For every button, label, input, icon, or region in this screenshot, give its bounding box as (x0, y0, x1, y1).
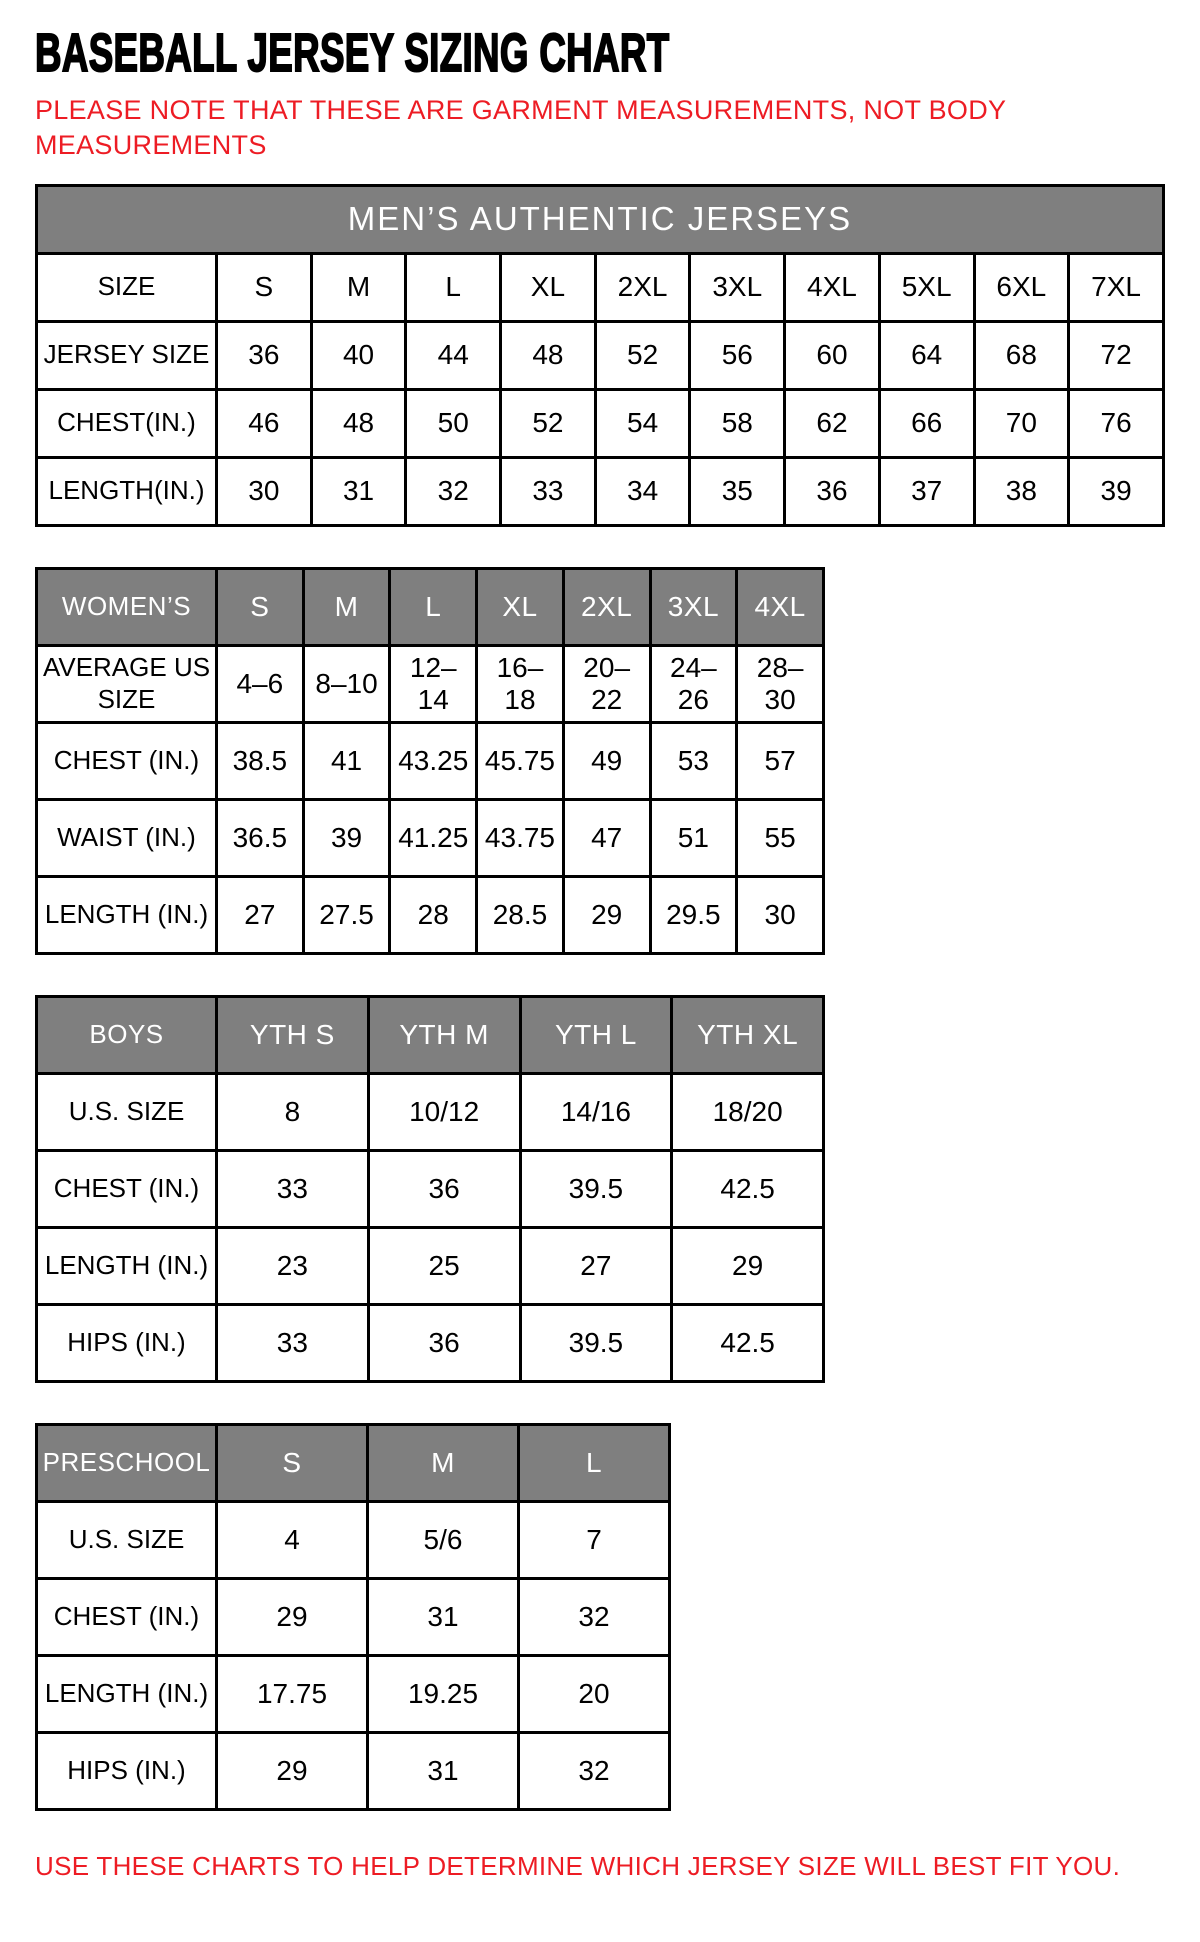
table-row (37, 1655, 670, 1732)
row-label: LENGTH (IN.) (37, 876, 217, 953)
table-cell: 38 (974, 457, 1069, 525)
table-row (37, 1150, 824, 1227)
table-cell: 36.5 (217, 799, 304, 876)
table-cell: 43.75 (477, 799, 564, 876)
table-cell: 48 (501, 321, 596, 389)
table-title-bar: MEN’S AUTHENTIC JERSEYS (37, 185, 1164, 253)
table-cell: 29 (672, 1227, 824, 1304)
table-row (37, 722, 824, 799)
table-cell: 20–22 (563, 645, 650, 722)
row-label: WAIST (IN.) (37, 799, 217, 876)
table-row (37, 1578, 670, 1655)
table-cell: 16–18 (477, 645, 564, 722)
table-cell: 48 (311, 389, 406, 457)
table-cell: 55 (737, 799, 824, 876)
table-cell: 66 (879, 389, 974, 457)
row-label: WOMEN’S (37, 568, 217, 645)
table-cell: 28 (390, 876, 477, 953)
table-cell: 5/6 (368, 1501, 519, 1578)
table-cell: 28–30 (737, 645, 824, 722)
table-cell: 31 (311, 457, 406, 525)
table-cell: 7 (519, 1501, 670, 1578)
table-cell: 27 (217, 876, 304, 953)
table-row (37, 321, 1164, 389)
table-cell: 41 (303, 722, 390, 799)
table-cell: 52 (501, 389, 596, 457)
table-cell: 29 (563, 876, 650, 953)
table-cell: 56 (690, 321, 785, 389)
table-cell: 39.5 (520, 1304, 672, 1381)
table-cell: 19.25 (368, 1655, 519, 1732)
table-cell: 36 (368, 1304, 520, 1381)
column-header: L (406, 253, 501, 321)
table-cell: 42.5 (672, 1304, 824, 1381)
table-cell: 25 (368, 1227, 520, 1304)
table-cell: 40 (311, 321, 406, 389)
table-cell: 10/12 (368, 1073, 520, 1150)
table-cell: 62 (785, 389, 880, 457)
table-cell: 4 (217, 1501, 368, 1578)
table-cell: 60 (785, 321, 880, 389)
row-label: CHEST (IN.) (37, 1150, 217, 1227)
column-header: M (368, 1424, 519, 1501)
page-title: BASEBALL JERSEY SIZING CHART (35, 23, 670, 83)
row-label: CHEST(IN.) (37, 389, 217, 457)
column-header: 4XL (785, 253, 880, 321)
table-cell: 76 (1069, 389, 1164, 457)
column-header: L (390, 568, 477, 645)
table-cell: 36 (217, 321, 312, 389)
table-cell: 52 (595, 321, 690, 389)
table-cell: 30 (217, 457, 312, 525)
column-header: S (217, 568, 304, 645)
table-cell: 44 (406, 321, 501, 389)
row-label: U.S. SIZE (37, 1501, 217, 1578)
table-cell: 33 (217, 1150, 369, 1227)
column-header: 4XL (737, 568, 824, 645)
row-label: PRESCHOOL (37, 1424, 217, 1501)
table-row (37, 799, 824, 876)
table-cell: 45.75 (477, 722, 564, 799)
table-cell: 36 (785, 457, 880, 525)
table-row (37, 1304, 824, 1381)
column-header: S (217, 253, 312, 321)
table-cell: 33 (217, 1304, 369, 1381)
table-row (37, 1501, 670, 1578)
column-header: XL (477, 568, 564, 645)
table-cell: 58 (690, 389, 785, 457)
column-header: 5XL (879, 253, 974, 321)
table-cell: 39 (1069, 457, 1164, 525)
table-cell: 53 (650, 722, 737, 799)
row-label: LENGTH (IN.) (37, 1655, 217, 1732)
garment-note-line-1: PLEASE NOTE THAT THESE ARE GARMENT MEASUREMENTS, NOT BODY (35, 95, 1007, 126)
table-cell: 28.5 (477, 876, 564, 953)
boys-size-table (35, 995, 1165, 1383)
table-cell: 42.5 (672, 1150, 824, 1227)
footer-note: USE THESE CHARTS TO HELP DETERMINE WHICH JERSEY SIZE WILL BEST FIT YOU. (35, 1850, 1121, 1881)
table-cell: 23 (217, 1227, 369, 1304)
table-cell: 12–14 (390, 645, 477, 722)
column-header: YTH M (368, 996, 520, 1073)
table-cell: 54 (595, 389, 690, 457)
table-cell: 35 (690, 457, 785, 525)
table-cell: 41.25 (390, 799, 477, 876)
table-cell: 36 (368, 1150, 520, 1227)
table-cell: 32 (519, 1732, 670, 1809)
table-cell: 64 (879, 321, 974, 389)
table-row (37, 876, 824, 953)
column-header: YTH L (520, 996, 672, 1073)
row-label: U.S. SIZE (37, 1073, 217, 1150)
table-row (37, 1227, 824, 1304)
table-cell: 29.5 (650, 876, 737, 953)
table-cell: 4–6 (217, 645, 304, 722)
table-cell: 38.5 (217, 722, 304, 799)
table-cell: 31 (368, 1732, 519, 1809)
column-header: M (311, 253, 406, 321)
table-cell: 24–26 (650, 645, 737, 722)
table-cell: 34 (595, 457, 690, 525)
column-header: 3XL (650, 568, 737, 645)
table-row (37, 389, 1164, 457)
row-label: HIPS (IN.) (37, 1732, 217, 1809)
row-label: AVERAGE US SIZE (37, 645, 217, 722)
garment-note (35, 93, 1165, 163)
table-cell: 29 (217, 1578, 368, 1655)
table-cell: 31 (368, 1578, 519, 1655)
table-cell: 57 (737, 722, 824, 799)
table-cell: 39 (303, 799, 390, 876)
row-label: LENGTH(IN.) (37, 457, 217, 525)
mens-size-table (35, 184, 1165, 527)
table-row (37, 1732, 670, 1809)
row-label: SIZE (37, 253, 217, 321)
table-cell: 39.5 (520, 1150, 672, 1227)
table-cell: 29 (217, 1732, 368, 1809)
table-cell: 17.75 (217, 1655, 368, 1732)
table-cell: 20 (519, 1655, 670, 1732)
table-cell: 37 (879, 457, 974, 525)
row-label: HIPS (IN.) (37, 1304, 217, 1381)
boys-jerseys-grid (35, 995, 825, 1383)
preschool-jerseys-grid (35, 1423, 671, 1811)
table-cell: 18/20 (672, 1073, 824, 1150)
column-header: 2XL (563, 568, 650, 645)
preschool-size-table (35, 1423, 1165, 1811)
column-header: YTH S (217, 996, 369, 1073)
table-cell: 32 (519, 1578, 670, 1655)
column-header: S (217, 1424, 368, 1501)
table-cell: 43.25 (390, 722, 477, 799)
column-header: L (519, 1424, 670, 1501)
table-cell: 14/16 (520, 1073, 672, 1150)
column-header: YTH XL (672, 996, 824, 1073)
table-cell: 47 (563, 799, 650, 876)
row-label: LENGTH (IN.) (37, 1227, 217, 1304)
womens-jerseys-grid (35, 567, 825, 955)
row-label: BOYS (37, 996, 217, 1073)
table-cell: 27.5 (303, 876, 390, 953)
table-cell: 72 (1069, 321, 1164, 389)
column-header: 7XL (1069, 253, 1164, 321)
table-cell: 46 (217, 389, 312, 457)
table-cell: 68 (974, 321, 1069, 389)
table-cell: 32 (406, 457, 501, 525)
row-label: CHEST (IN.) (37, 722, 217, 799)
table-cell: 30 (737, 876, 824, 953)
column-header: M (303, 568, 390, 645)
table-row (37, 645, 824, 722)
table-cell: 49 (563, 722, 650, 799)
row-label: JERSEY SIZE (37, 321, 217, 389)
column-header: 3XL (690, 253, 785, 321)
table-cell: 50 (406, 389, 501, 457)
table-cell: 33 (501, 457, 596, 525)
table-cell: 8–10 (303, 645, 390, 722)
mens-authentic-jerseys-grid (35, 184, 1165, 527)
table-cell: 70 (974, 389, 1069, 457)
column-header: XL (501, 253, 596, 321)
womens-size-table (35, 567, 1165, 955)
table-row (37, 1073, 824, 1150)
column-header: 6XL (974, 253, 1069, 321)
table-cell: 8 (217, 1073, 369, 1150)
table-row (37, 457, 1164, 525)
table-cell: 51 (650, 799, 737, 876)
table-cell: 27 (520, 1227, 672, 1304)
column-header: 2XL (595, 253, 690, 321)
row-label: CHEST (IN.) (37, 1578, 217, 1655)
garment-note-line-2: MEASUREMENTS (35, 130, 267, 161)
